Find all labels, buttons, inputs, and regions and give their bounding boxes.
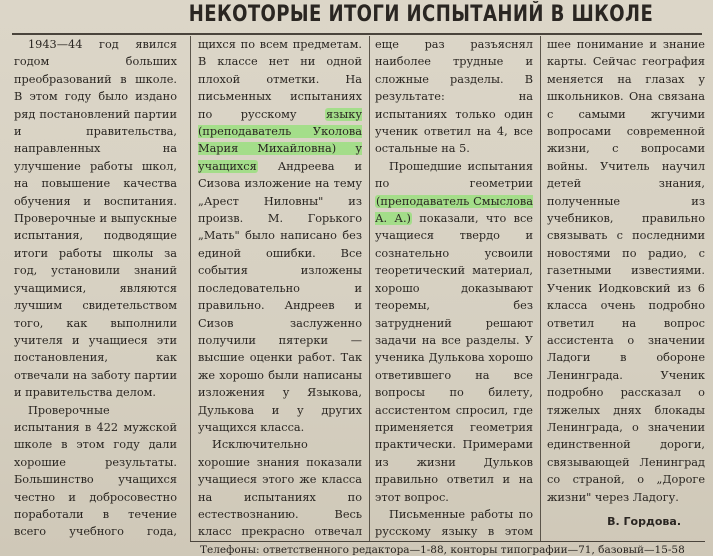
title-rule <box>12 33 702 35</box>
author-signature: В. Гордова. <box>607 515 681 528</box>
col2-paragraph-1 <box>198 36 362 436</box>
column-divider-2 <box>369 36 370 541</box>
column-divider-1 <box>190 36 191 541</box>
col1-p2-text: Проверочные испытания в 422 мужской школе в этом году дали хорошие результаты. Большинство учащихся честно и добросовестно поработали в течение всего учебного года, <box>14 403 177 539</box>
col2-p2-pre: Исключительно хорошие знания показали учащиеся этого же класса на испытаниях по естествознанию. Весь класс прекрасно отвечал <box>198 438 362 539</box>
col3-paragraph-2 <box>375 158 533 506</box>
col3-paragraph-3: Письменные работы по русскому языку в этом <box>375 507 533 539</box>
column-2 <box>198 36 362 541</box>
column-4 <box>547 36 705 506</box>
column-1 <box>14 36 177 541</box>
column-divider-3 <box>540 36 541 541</box>
col1-paragraph-1: 1943—44 год явился годом больших преобразований в школе. В этом году было издано ряд постановлений партии и правительства, направленных на улучшение работы школ, на повышение качества обучения и воспитания. Проверочные и выпускные испытания, подводящие итоги работы школы за год, установили знаний учащимися, являются лучшим свидетельством того, как выполнили учителя и учащиеся эти постановления, как отвечали на заботу партии и правительства делом. <box>14 38 177 400</box>
article-title: НЕКОТОРЫЕ ИТОГИ ИСПЫТАНИЙ В ШКОЛЕ <box>188 2 654 27</box>
col3-paragraph-1: еще раз разъяснял наиболее трудные и сложные разделы. В результате: на испытаниях только один ученик ответил на 4, все остальные на 5. <box>375 38 533 156</box>
col1-paragraph-2 <box>14 402 177 541</box>
col4-paragraph-1: шее понимание и знание карты. Сейчас география меняется на глазах у школьников. Она связана с самыми жгучими вопросами современной жизни, с вопросами войны. Учитель научил детей знания, полученные из учебников, правильно связывать с последними новостями по радио, с газетными известиями. Ученик Иодковский из 6 класса очень подробно ответил на вопрос ассистента о значении Ладоги в обороне Ленинграда. Ученик подробно рассказал о тяжелых днях блокады Ленинграда, о значении единственной дороги, связывающей Ленинград со страной, о „Дороге жизни" через Ладогу. <box>547 38 705 504</box>
highlight-teacher-smyslova: (преподаватель Смыслова А. А.) <box>375 194 533 226</box>
column-3 <box>375 36 533 541</box>
col3-p2-post: показали, что все учащиеся твердо и сознательно усвоили теоретический материал, хорошо доказывают теоремы, без затруднений решают задачи на все разделы. У ученика Дулькова хорошо ответившего на все вопросы по билету, ассистентом спросил, где применяется геометрия практически. Примерами из жизни Дульков правильно ответил и на этот вопрос. <box>375 212 533 504</box>
col2-paragraph-2 <box>198 436 362 541</box>
col2-p1-post: Андреева и Сизова изложение на тему „Арест Ниловны" из произв. М. Горького „Мать" было написано без единой ошибки. Все события изложены последовательно и правильно. Андреев и Сизов заслуженно получили пятерки — высшие оценки работ. Так же хорошо были написаны изложения у Языкова, Дулькова и у других учащихся класса. <box>198 159 362 434</box>
col3-p2-pre: Прошедшие испытания по геометрии <box>375 159 533 191</box>
footer-phones: Телефоны: ответственного редактора—1-88, конторы типографии—71, базовый—15-58 <box>200 544 685 556</box>
footer-rule <box>190 541 705 542</box>
highlight-teacher-ukolova: языку (преподаватель Уколова Мария Михайловна) у учащихся <box>198 107 362 173</box>
col2-p1-pre: щихся по всем предметам. В классе нет ни одной плохой отметки. На письменных испытаниях по русскому <box>198 38 362 121</box>
